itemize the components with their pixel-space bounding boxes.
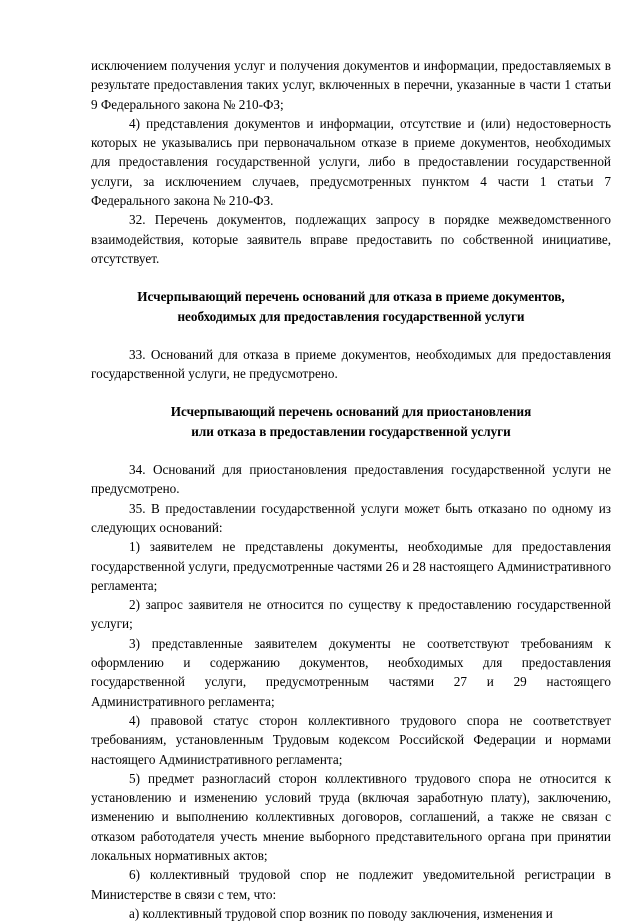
paragraph-34: 34. Оснований для приостановления предоставления государственной услуги не предусмотрено. xyxy=(91,462,611,497)
paragraph-continuation: исключением получения услуг и получения документов и информации, предоставляемых в результате предоставления таких услуг, включенных в перечни, указанные в части 1 статьи 9 Федерального закона № 210-ФЗ; xyxy=(91,58,611,112)
list-item-5: 5) предмет разногласий сторон коллективного трудового спора не относится к установлению и изменению условий труда (включая заработную плату), заключению, изменению и выполнению коллективных договоров, соглашений, а также не связан с отказом работодателя учесть мнение выборного представительного органа при принятии локальных нормативных актов; xyxy=(91,770,611,863)
paragraph-35: 35. В предоставлении государственной услуги может быть отказано по одному из следующих оснований: xyxy=(91,500,611,535)
section-heading-refusal-acceptance xyxy=(91,287,611,326)
list-item-1: 1) заявителем не представлены документы, необходимые для предоставления государственной услуги, предусмотренные частями 26 и 28 настоящего Административного регламента; xyxy=(91,539,611,593)
section-heading-suspension-refusal xyxy=(91,402,611,441)
list-item-6: 6) коллективный трудовой спор не подлежит уведомительной регистрации в Министерстве в связи с тем, что: xyxy=(91,867,611,902)
heading-line: Исчерпывающий перечень оснований для отказа в приеме документов, xyxy=(137,289,565,305)
list-item-2: 2) запрос заявителя не относится по существу к предоставлению государственной услуги; xyxy=(91,597,611,632)
list-subitem-a: а) коллективный трудовой спор возник по поводу заключения, изменения и xyxy=(129,905,553,921)
paragraph-32: 32. Перечень документов, подлежащих запросу в порядке межведомственного взаимодействия, которые заявитель вправе предоставить по собственной инициативе, отсутствует. xyxy=(91,212,611,266)
paragraph-33: 33. Оснований для отказа в приеме документов, необходимых для предоставления государственной услуги, не предусмотрено. xyxy=(91,346,611,382)
list-item-4: 4) правовой статус сторон коллективного трудового спора не соответствует требованиям, установленным Трудовым кодексом Российской Федерации и нормами настоящего Административного регламента; xyxy=(91,712,611,767)
list-item-3: 3) представленные заявителем документы не соответствуют требованиям к оформлению и содержанию документов, необходимых для предоставления государственной услуги, предусмотренным частями 27 и 29 настоящего Административного регламента; xyxy=(91,635,611,709)
paragraph-item-4: 4) представления документов и информации, отсутствие и (или) недостоверность которых не указывались при первоначальном отказе в приеме документов, необходимых для предоставления государственной услуги, либо в предоставлении государственной услуги, за исключением случаев, предусмотренных пунктом 4 части 1 статьи 7 Федерального закона № 210-ФЗ. xyxy=(91,115,611,209)
heading-line: или отказа в предоставлении государственной услуги xyxy=(191,423,511,439)
heading-line: необходимых для предоставления государственной услуги xyxy=(177,308,525,324)
heading-line: Исчерпывающий перечень оснований для приостановления xyxy=(170,404,532,420)
